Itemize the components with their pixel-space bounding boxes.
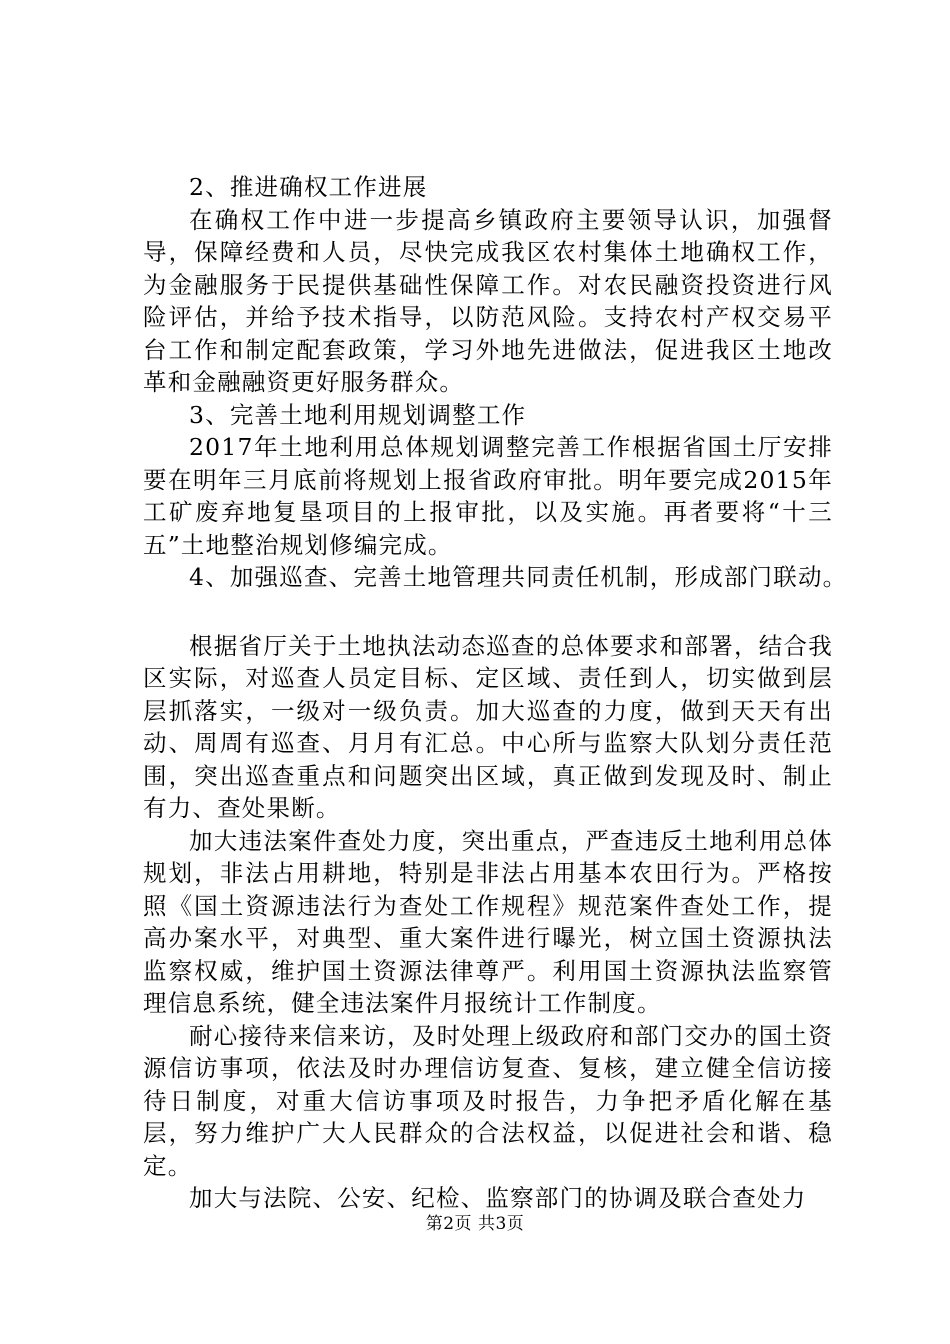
blank-line — [143, 594, 833, 630]
section-heading-3: 3、完善土地利用规划调整工作 — [189, 400, 527, 429]
paragraph-case-handling: 加大违法案件查处力度，突出重点，严查违反土地利用总体规划，非法占用耕地，特别是非法占用基本农田行为。严格按照《国土资源违法行为查处工作规程》规范案件查处工作，提高办案水平，对典型、重大案件进行曝光，树立国土资源执法监察权威，维护国土资源法律尊严。利用国土资源执法监察管理信息系统，健全违法案件月报统计工作制度。 — [143, 826, 833, 1017]
section-heading-4: 4、加强巡查、完善土地管理共同责任机制，形成部门联动。 — [189, 563, 848, 591]
page-number-footer: 第2页 共3页 — [425, 1214, 525, 1234]
paragraph-petitions: 耐心接待来信来访，及时处理上级政府和部门交办的国土资源信访事项，依法及时办理信访复查、复核，建立健全信访接待日制度，对重大信访事项及时报告，力争把矛盾化解在基层，努力维护广大人民群众的合法权益，以促进社会和谐、稳定。 — [143, 1021, 833, 1180]
paragraph-coordination: 加大与法院、公安、纪检、监察部门的协调及联合查处力 — [189, 1184, 807, 1212]
document-body — [143, 171, 848, 1215]
paragraph-land-rights: 在确权工作中进一步提高乡镇政府主要领导认识，加强督导，保障经费和人员，尽快完成我区农村集体土地确权工作，为金融服务于民提供基础性保障工作。对农民融资投资进行风险评估，并给予技术指导，以防范风险。支持农村产权交易平台工作和制定配套政策，学习外地先进做法，促进我区土地改革和金融融资更好服务群众。 — [143, 205, 833, 396]
paragraph-patrol: 根据省厅关于土地执法动态巡查的总体要求和部署，结合我区实际，对巡查人员定目标、定区域、责任到人，切实做到层层抓落实，一级对一级负责。加大巡查的力度，做到天天有出动、周周有巡查、月月有汇总。中心所与监察大队划分责任范围，突出巡查重点和问题突出区域，真正做到发现及时、制止有力、查处果断。 — [143, 631, 833, 822]
paragraph-land-planning: 2017年土地利用总体规划调整完善工作根据省国土厅安排要在明年三月底前将规划上报省政府审批。明年要完成2015年工矿废弃地复垦项目的上报审批，以及实施。再者要将“十三五”土地整治规划修编完成。 — [143, 433, 833, 559]
section-heading-2: 2、推进确权工作进展 — [189, 173, 428, 201]
